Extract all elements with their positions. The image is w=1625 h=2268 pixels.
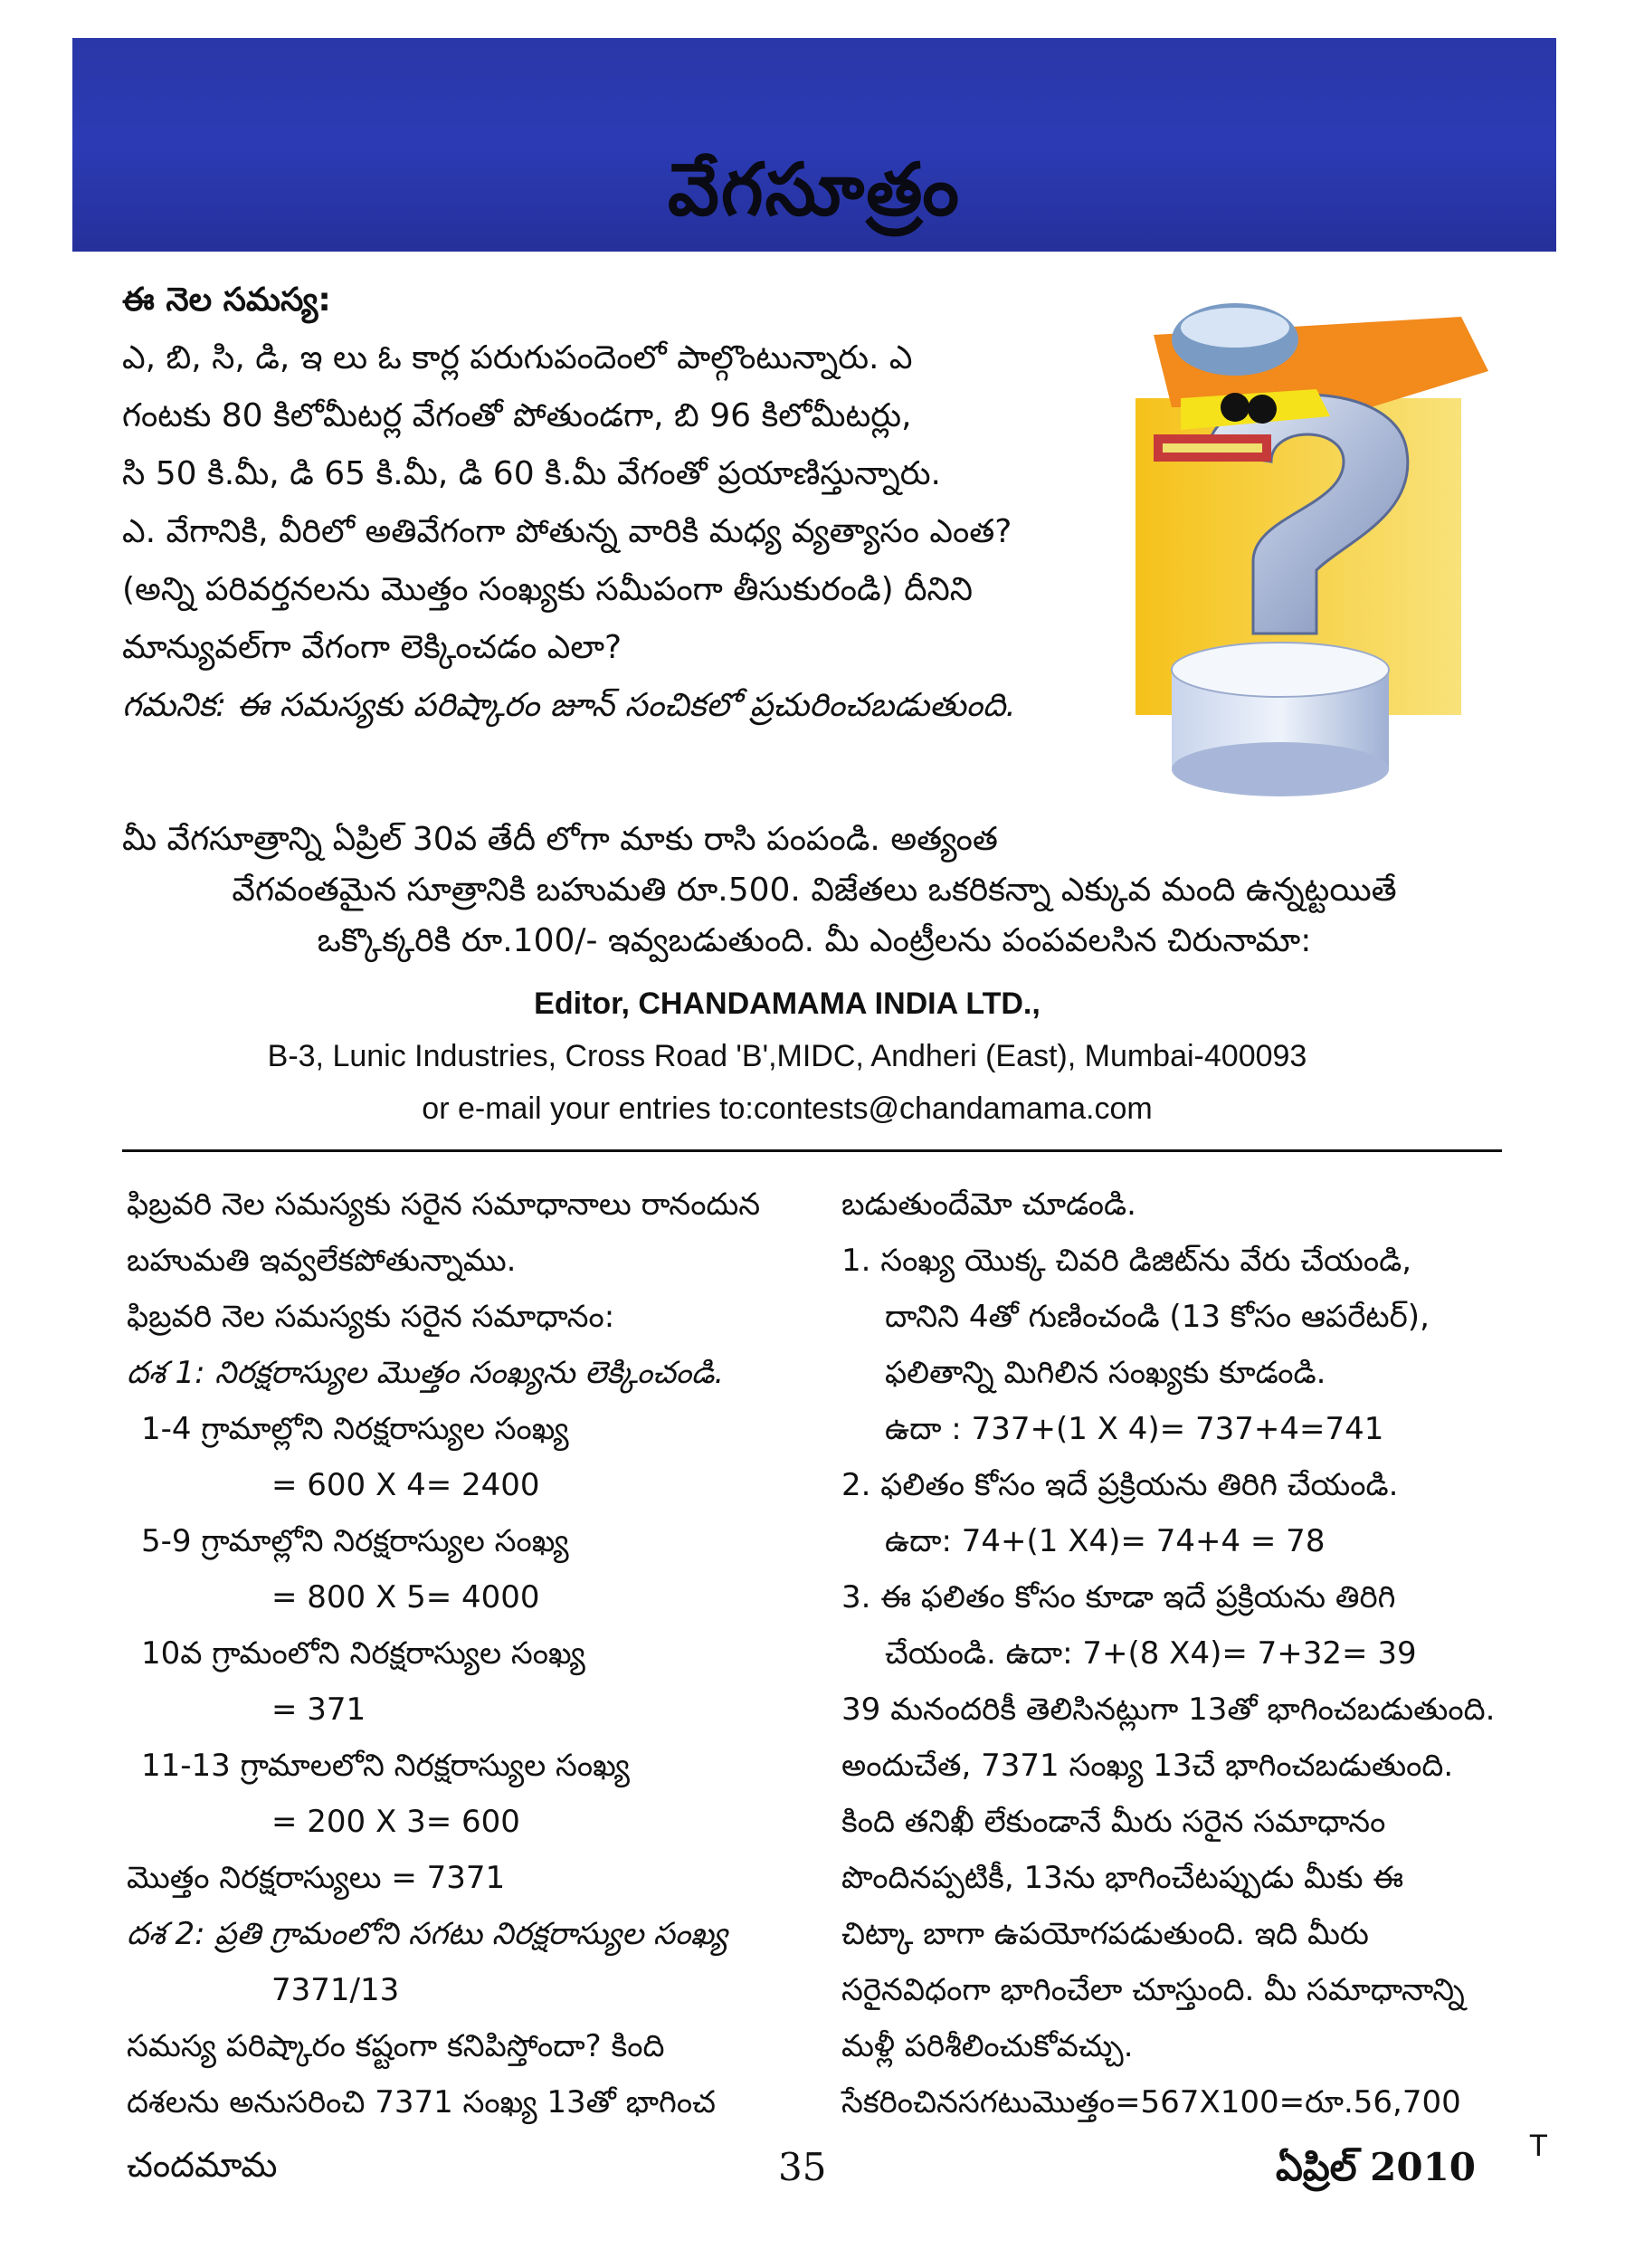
divider [122,1149,1502,1152]
page-title: వేగసూత్రం [668,147,961,232]
equation-line: = 200 X 3= 600 [271,1804,520,1840]
corner-mark: T [1529,2129,1548,2163]
text-line: 5-9 గ్రామాల్లోని నిరక్షరాస్యుల సంఖ్య [141,1523,569,1559]
submission-line: మీ వేగసూత్రాన్ని ఏప్రిల్ 30వ తేదీ లోగా మాకు రాసి పంపండి. అత్యంత [122,821,998,858]
text-line: బహుమతి ఇవ్వలేకపోతున్నాము. [127,1243,517,1279]
equation-line: = 371 [271,1691,366,1728]
editor-name: Editor, CHANDAMAMA INDIA LTD., [534,986,1041,1021]
submission-line: వేగవంతమైన సూత్రానికి బహుమతి రూ.500. విజేతలు ఒకరికన్నా ఎక్కువ మంది ఉన్నట్టయితే [232,872,1397,909]
submission-info [122,815,1452,967]
question-mark-illustration [1099,299,1497,805]
text-line: పొందినప్పటికీ, 13ను భాగించేటప్పుడు మీకు ఈ [841,1860,1404,1896]
step-line: దశ 2: ప్రతి గ్రామంలోని సగటు నిరక్షరాస్యుల సంఖ్య [127,1916,728,1952]
text-line: మొత్తం నిరక్షరాస్యులు = 7371 [127,1860,506,1896]
text-line: మళ్లీ పరిశీలించుకోవచ్చు. [841,2028,1134,2064]
text-line: దశలను అనుసరించి 7371 సంఖ్య 13తో భాగించ [127,2084,716,2120]
example-line: ఉదా: 74+(1 X4)= 74+4 = 78 [885,1523,1326,1559]
equation-line: = 800 X 5= 4000 [271,1579,540,1615]
text-line: సేకరించినసగటుమొత్తం=567X100=రూ.56,700 [841,2084,1461,2120]
email-line: or e-mail your entries to:contests@chandamama.com [422,1091,1153,1126]
text-line: చిట్కా బాగా ఉపయోగపడుతుంది. ఇది మీరు [841,1916,1369,1952]
numbered-step: 3. ఈ ఫలితం కోసం కూడా ఇదే ప్రక్రియను తిరిగి [841,1579,1396,1615]
page-number: 35 [778,2145,827,2189]
example-line: ఉదా : 737+(1 X 4)= 737+4=741 [885,1411,1384,1447]
issue-date: ఏప్రిల్ 2010 [1276,2145,1477,2189]
text-line: ఫలితాన్ని మిగిలిన సంఖ్యకు కూడండి. [885,1355,1326,1391]
solution-left-column [127,1177,814,2130]
text-line: ఫిబ్రవరి నెల సమస్యకు సరైన సమాధానాలు రానందున [127,1186,761,1223]
text-line: 39 మనందరికీ తెలిసినట్లుగా 13తో భాగించబడుతుంది. [841,1691,1496,1728]
problem-section [122,272,1099,735]
text-line: కింది తనిఖీ లేకుండానే మీరు సరైన సమాధానం [841,1804,1386,1840]
title-banner [72,38,1556,252]
text-line: దానిని 4తో గుణించండి (13 కోసం ఆపరేటర్), [885,1299,1430,1335]
problem-heading: ఈ నెల సమస్య: [122,281,331,319]
numbered-step: 1. సంఖ్య యొక్క చివరి డిజిట్‌ను వేరు చేయండి, [841,1243,1412,1279]
text-line: బడుతుందేమో చూడండి. [841,1186,1136,1223]
address-block [122,977,1452,1135]
text-line: ఫిబ్రవరి నెల సమస్యకు సరైన సమాధానం: [127,1299,615,1335]
step-line: దశ 1: నిరక్షరాస్యుల మొత్తం సంఖ్యను లెక్కించండి. [127,1355,725,1391]
text-line: 1-4 గ్రామాల్లోని నిరక్షరాస్యుల సంఖ్య [141,1411,569,1447]
text-line: సమస్య పరిష్కారం కష్టంగా కనిపిస్తోందా? కింది [127,2028,665,2064]
numbered-step: 2. ఫలితం కోసం ఇదే ప్రక్రియను తిరిగి చేయండి. [841,1467,1399,1503]
problem-note: గమనిక: ఈ సమస్యకు పరిష్కారం జూన్ సంచికలో ప్రచురించబడుతుంది. [122,687,1016,724]
magazine-name: చందమామ [127,2145,278,2185]
problem-line: (అన్ని పరివర్తనలను మొత్తం సంఖ్యకు సమీపంగా తీసుకురండి) దీనిని [122,571,974,608]
text-line: అందుచేత, 7371 సంఖ్య 13చే భాగించబడుతుంది. [841,1748,1454,1784]
problem-line: గంటకు 80 కిలోమీటర్ల వేగంతో పోతుండగా, బి 96 కిలోమీటర్లు, [122,397,912,434]
solution-right-column [841,1177,1511,2130]
problem-line: సి 50 కి.మీ, డి 65 కి.మీ, డి 60 కి.మీ వేగంతో ప్రయాణిస్తున్నారు. [122,455,941,492]
problem-line: మాన్యువల్‌గా వేగంగా లెక్కించడం ఎలా? [122,629,622,666]
equation-line: 7371/13 [271,1972,400,2008]
problem-line: ఎ, బి, సి, డి, ఇ లు ఓ కార్ల పరుగుపందెంలో పాల్గొంటున్నారు. ఎ [122,339,913,376]
example-line: చేయండి. ఉదా: 7+(8 X4)= 7+32= 39 [885,1635,1417,1672]
text-line: 11-13 గ్రామాలలోని నిరక్షరాస్యుల సంఖ్య [141,1748,630,1784]
postal-address: B-3, Lunic Industries, Cross Road 'B',MIDC, Andheri (East), Mumbai-400093 [267,1039,1307,1073]
equation-line: = 600 X 4= 2400 [271,1467,540,1503]
text-line: 10వ గ్రామంలోని నిరక్షరాస్యుల సంఖ్య [141,1635,585,1672]
submission-line: ఒక్కొక్కరికి రూ.100/- ఇవ్వబడుతుంది. మీ ఎంట్రీలను పంపవలసిన చిరునామా: [317,922,1312,959]
problem-line: ఎ. వేగానికి, వీరిలో అతివేగంగా పోతున్న వారికి మధ్య వ్యత్యాసం ఎంత? [122,513,1012,550]
text-line: సరైనవిధంగా భాగించేలా చూస్తుంది. మీ సమాధానాన్ని [841,1972,1465,2008]
